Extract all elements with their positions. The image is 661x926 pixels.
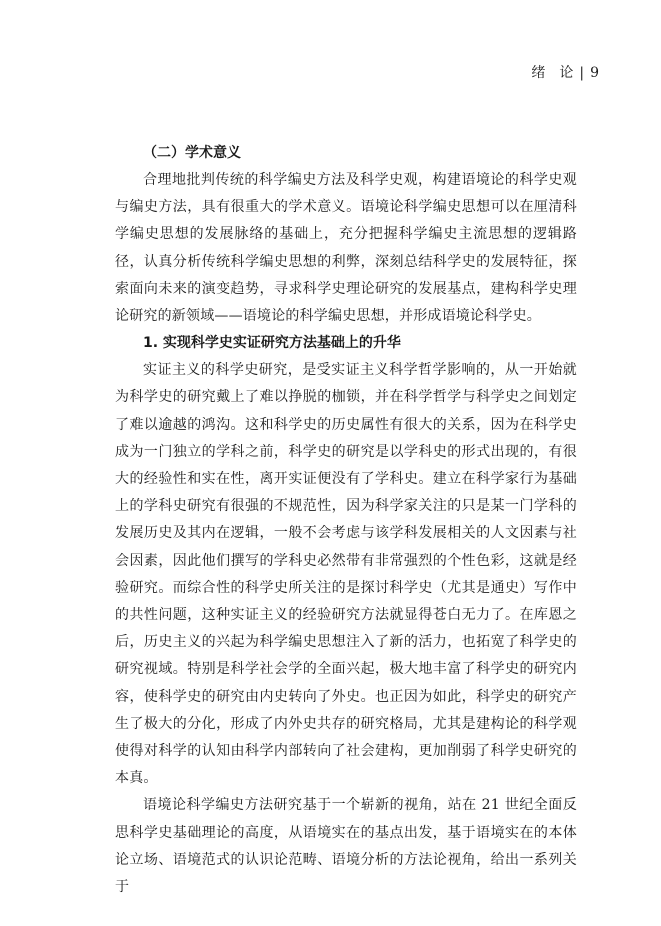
page-body (115, 140, 577, 901)
running-header (531, 62, 599, 82)
paragraph-1: 合理地批判传统的科学编史方法及科学史观，构建语境论的科学史观与编史方法，具有很重大的学术意义。语境论科学编史思想可以在厘清科学编史思想的发展脉络的基础上，充分把握科学编史主流思想的逻辑路径，认真分析传统科学编史思想的利弊，深刻总结科学史的发展特征，探索面向未来的演变趋势，寻求科学史理论研究的发展基点，建构科学史理论研究的新领域——语境论的科学编史思想，并形成语境论科学史。 (115, 172, 577, 325)
page-number: 9 (590, 65, 599, 81)
subsection-heading: 1. 实现科学史实证研究方法基础上的升华 (143, 335, 401, 352)
paragraph-3: 语境论科学编史方法研究基于一个崭新的视角，站在 21 世纪全面反思科学史基础理论的高度，从语境实在的基点出发，基于语境实在的本体论立场、语境范式的认识论范畴、语境分析的方法论视角，给出一系列关于 (115, 797, 577, 896)
paragraph-2: 实证主义的科学史研究，是受实证主义科学哲学影响的，从一开始就为科学史的研究戴上了难以挣脱的枷锁，并在科学哲学与科学史之间划定了难以逾越的鸿沟。这和科学史的历史属性有很大的关系，因为在科学史成为一门独立的学科之前，科学史的研究是以学科史的形式出现的，有很大的经验性和实在性，离开实证便没有了学科史。建立在科学家行为基础上的学科史研究有很强的不规范性，因为科学家关注的只是某一门学科的发展历史及其内在逻辑，一般不会考虑与该学科发展相关的人文因素与社会因素，因此他们撰写的学科史必然带有非常强烈的个性色彩，这就是经验研究。而综合性的科学史所关注的是探讨科学史（尤其是通史）写作中的共性问题，这种实证主义的经验研究方法就显得苍白无力了。在库恩之后，历史主义的兴起为科学编史思想注入了新的活力，也拓宽了科学史的研究视域。特别是科学社会学的全面兴起，极大地丰富了科学史的研究内容，使科学史的研究由内史转向了外史。也正因为如此，科学史的研究产生了极大的分化，形成了内外史共存的研究格局，尤其是建构论的科学观使得对科学的认知由科学内部转向了社会建构，更加削弱了科学史研究的本真。 (115, 362, 577, 787)
chapter-title: 绪 论 (531, 65, 574, 81)
section-heading: （二）学术意义 (143, 145, 241, 161)
header-separator: | (579, 65, 585, 81)
